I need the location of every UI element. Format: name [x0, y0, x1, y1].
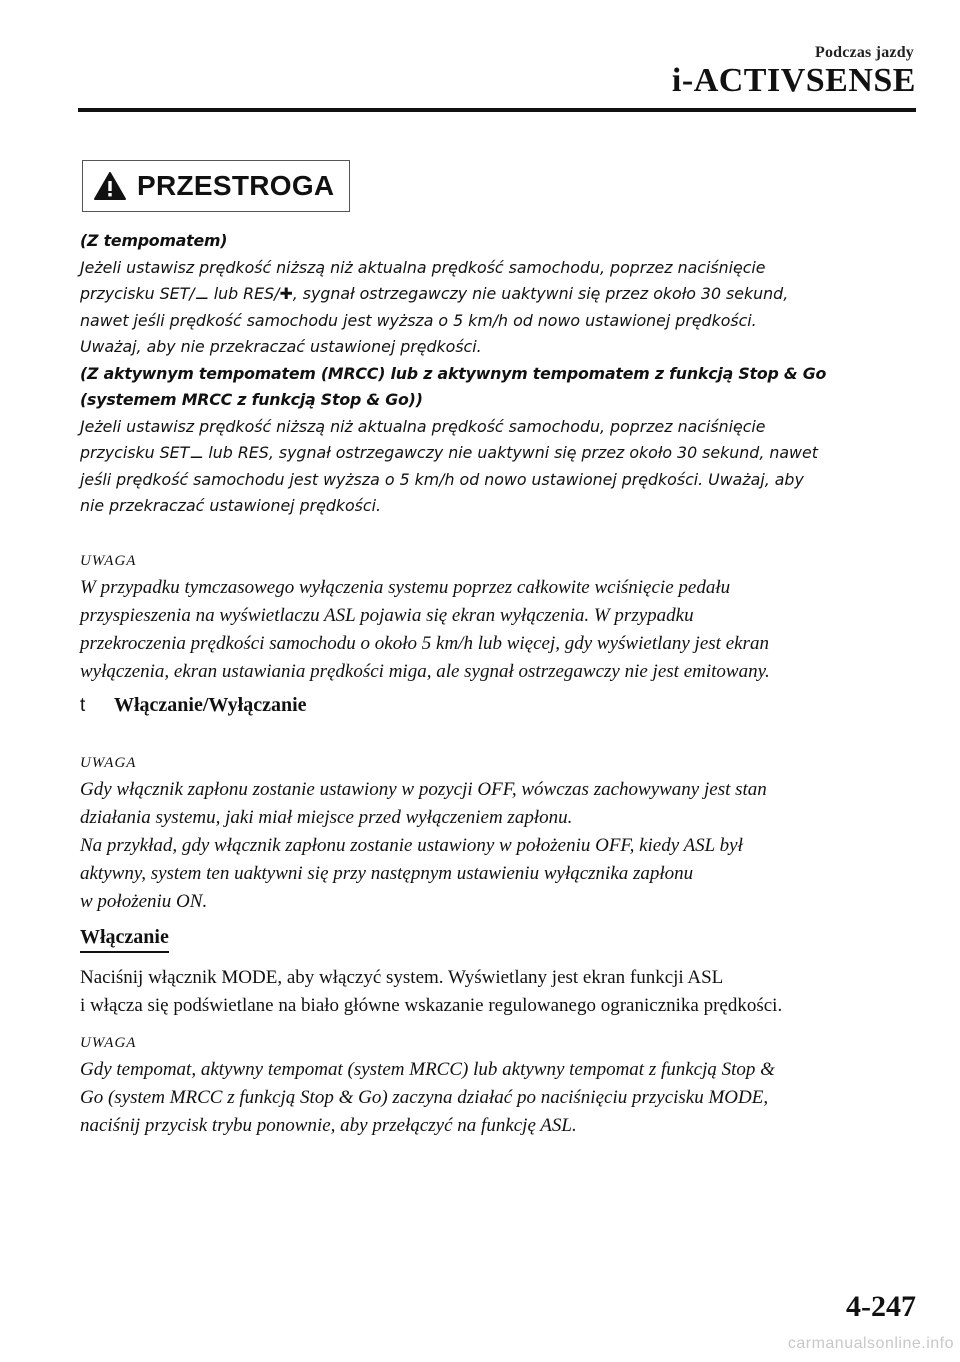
body-text-line: Naciśnij włącznik MODE, aby włączyć system. Wyświetlany jest ekran funkcji ASL	[80, 967, 724, 988]
note-text-line: aktywny, system ten uaktywni się przy następnym ustawieniu wyłącznika zapłonu	[80, 863, 694, 884]
caution-box	[82, 160, 350, 212]
note-text-line: naciśnij przycisk trybu ponownie, aby przełączyć na funkcję ASL.	[80, 1115, 577, 1136]
caution-text-line: przycisku SET⚊ lub RES, sygnał ostrzegawczy nie uaktywni się przez około 30 sekund, nawet	[80, 443, 818, 462]
note-text-line: przekroczenia prędkości samochodu o około 5 km/h lub więcej, gdy wyświetlany jest ekran	[80, 633, 769, 654]
note-label: UWAGA	[80, 755, 137, 771]
header-rule	[78, 108, 916, 112]
caution-body	[80, 228, 920, 520]
watermark: carmanualsonline.info	[787, 1335, 954, 1352]
section-bullet: t	[80, 694, 86, 716]
note-text-line: W przypadku tymczasowego wyłączenia systemu poprzez całkowite wciśnięcie pedału	[80, 577, 731, 598]
caution-text-line: nawet jeśli prędkość samochodu jest wyższa o 5 km/h od nowo ustawionej prędkości.	[80, 310, 757, 330]
caution-text-line: Jeżeli ustawisz prędkość niższą niż aktualna prędkość samochodu, poprzez naciśnięcie	[80, 416, 766, 436]
caution-text-line: Uważaj, aby nie przekraczać ustawionej prędkości.	[80, 337, 482, 356]
note-text-line: działania systemu, jaki miał miejsce przed wyłączeniem zapłonu.	[80, 807, 573, 828]
note-text-line: Go (system MRCC z funkcją Stop & Go) zaczyna działać po naciśnięciu przycisku MODE,	[80, 1087, 769, 1108]
section-title: i-ACTIVSENSE	[671, 62, 916, 99]
note-block	[80, 750, 920, 916]
caution-text-line: jeśli prędkość samochodu jest wyższa o 5 km/h od nowo ustawionej prędkości. Uważaj, aby	[80, 469, 804, 489]
note-text-line: przyspieszenia na wyświetlaczu ASL pojawia się ekran wyłączenia. W przypadku	[80, 605, 694, 626]
caution-subheading-mrcc: (Z aktywnym tempomatem (MRCC) lub z aktywnym tempomatem z funkcją Stop & Go	[80, 363, 827, 383]
body-paragraph	[80, 964, 930, 1020]
note-text-line: Gdy włącznik zapłonu zostanie ustawiony w pozycji OFF, wówczas zachowywany jest stan	[80, 779, 767, 800]
caution-text-line: Jeżeli ustawisz prędkość niższą niż aktualna prędkość samochodu, poprzez naciśnięcie	[80, 257, 766, 277]
caution-subheading-cruise: (Z tempomatem)	[80, 231, 228, 250]
section-heading-text: Włączanie/Wyłączanie	[114, 694, 307, 716]
body-text-line: i włącza się podświetlane na biało główne wskazanie regulowanego ogranicznika prędkości.	[80, 995, 783, 1016]
warning-triangle-icon	[85, 161, 135, 211]
note-label: UWAGA	[80, 553, 137, 569]
note-text-line: Gdy tempomat, aktywny tempomat (system MRCC) lub aktywny tempomat z funkcją Stop &	[80, 1059, 775, 1080]
chapter-title: Podczas jazdy	[814, 44, 914, 61]
caution-label: PRZESTROGA	[137, 170, 335, 201]
note-text-line: wyłączenia, ekran ustawiania prędkości miga, ale sygnał ostrzegawczy nie jest emitowany.	[80, 661, 770, 682]
note-text-line: w położeniu ON.	[80, 891, 208, 912]
note-block	[80, 1030, 920, 1140]
note-block	[80, 548, 920, 686]
subsection-heading: Włączanie	[80, 926, 169, 953]
caution-text-line: przycisku SET/⚊ lub RES/✚, sygnał ostrzegawczy nie uaktywni się przez około 30 sekund,	[80, 284, 789, 303]
caution-subheading-mrcc: (systemem MRCC z funkcją Stop & Go))	[80, 390, 423, 409]
page-number: 4-247	[846, 1290, 916, 1323]
section-heading	[80, 694, 307, 717]
note-label: UWAGA	[80, 1035, 137, 1051]
note-text-line: Na przykład, gdy włącznik zapłonu zostanie ustawiony w położeniu OFF, kiedy ASL był	[80, 835, 743, 856]
caution-text-line: nie przekraczać ustawionej prędkości.	[80, 496, 381, 515]
